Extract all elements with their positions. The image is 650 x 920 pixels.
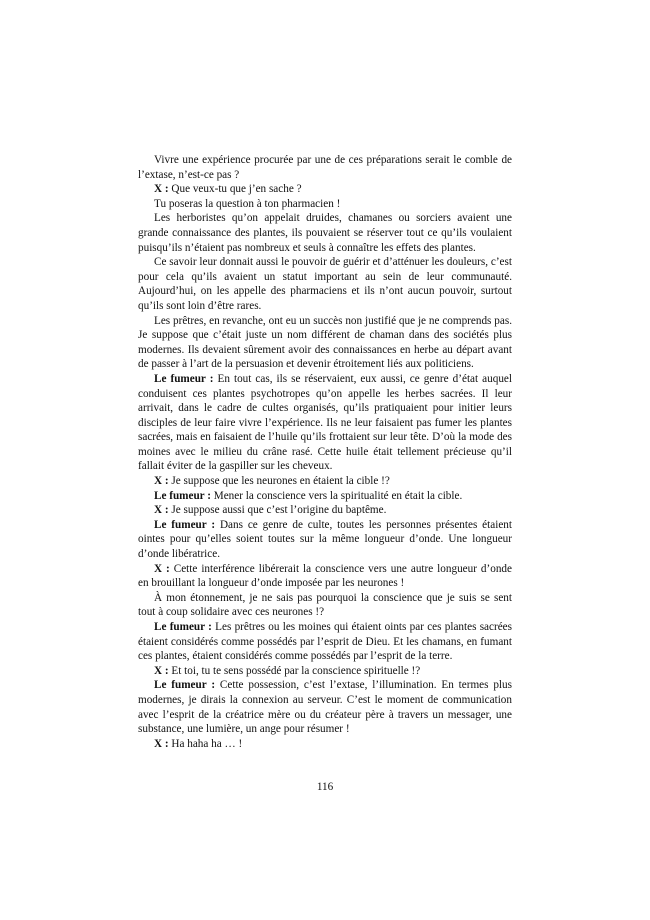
speaker-label: Le fumeur : (154, 679, 216, 692)
paragraph-text: Ha haha ha … ! (168, 737, 243, 750)
speaker-label: Le fumeur : (154, 518, 216, 531)
paragraph-text: Cette possession, c’est l’extase, l’illumination. En termes plus modernes, je dirais la connexion au serveur. C’est le moment de communication avec l’esprit de la créatrice mère ou du créateur père à travers un messager, une substance, une lumière, un ange pour résumer ! (138, 679, 512, 736)
speaker-label: X : (154, 737, 169, 750)
paragraph (138, 474, 512, 489)
paragraph (138, 620, 512, 664)
paragraph (138, 737, 512, 752)
paragraph (138, 255, 512, 313)
paragraph-text: Je suppose que les neurones en étaient la cible !? (168, 475, 390, 488)
paragraph (138, 211, 512, 255)
paragraph-text: Vivre une expérience procurée par une de ces préparations serait le comble de l’extase, n’est-ce pas ? (138, 154, 512, 181)
paragraph-text: Les herboristes qu’on appelait druides, chamanes ou sorciers avaient une grande connaissance des plantes, ils pouvaient se réserver tout ce qu’ils voulaient puisqu’ils n’étaient pas nombreux et seuls à connaître les effets des plantes. (138, 212, 512, 254)
paragraph-text: Ce savoir leur donnait aussi le pouvoir de guérir et d’atténuer les douleurs, c’est pour cela qu’ils avaient un statut important au sein de leur communauté. Aujourd’hui, on les appelle des pharmaciens et ils n’ont aucun pouvoir, surtout qu’ils sont loin d’être rares. (138, 256, 512, 312)
paragraph (138, 503, 512, 518)
paragraph (138, 153, 512, 182)
paragraph (138, 664, 512, 679)
paragraph (138, 518, 512, 562)
paragraph (138, 182, 512, 197)
paragraph (138, 591, 512, 620)
paragraph-text: Je suppose aussi que c’est l’origine du baptême. (168, 504, 387, 517)
paragraph (138, 678, 512, 736)
paragraph (138, 372, 512, 474)
paragraph-text: À mon étonnement, je ne sais pas pourquoi la conscience que je suis se sent tout à coup solidaire avec ces neurones !? (138, 591, 512, 619)
paragraph-text: Dans ce genre de culte, toutes les personnes présentes étaient ointes pour qu’elles soient toutes sur la même longueur d’onde. Une longueur d’onde libératrice. (138, 518, 512, 561)
paragraph-text: Les prêtres ou les moines qui étaient oints par ces plantes sacrées étaient considérés comme possédés par l’esprit de Dieu. Et les chamans, en fumant ces plantes, étaient considérés comme possédés par l’esprit de la terre. (138, 621, 512, 663)
paragraph (138, 489, 512, 504)
speaker-label: X : (154, 562, 170, 575)
paragraph-text: Et toi, tu te sens possédé par la conscience spirituelle !? (168, 664, 421, 677)
speaker-label: X : (154, 664, 169, 677)
page-body (138, 153, 512, 751)
speaker-label: Le fumeur : (154, 489, 211, 502)
speaker-label: X : (154, 475, 169, 488)
paragraph-text: Cette interférence libérerait la conscience vers une autre longueur d’onde en brouillant la longueur d’onde imposée par les neurones ! (138, 562, 512, 590)
paragraph-text: Tu poseras la question à ton pharmacien ! (154, 197, 341, 210)
speaker-label: Le fumeur : (154, 372, 214, 385)
speaker-label: Le fumeur : (154, 621, 212, 633)
speaker-label: X : (154, 504, 169, 517)
paragraph (138, 314, 512, 372)
paragraph-text: En tout cas, ils se réservaient, eux aussi, ce genre d’état auquel conduisent ces plantes psychotropes qu’on appelle les herbes sacrées. Il leur arrivait, dans le cadre de cultes organisés, qu’ils pratiquaient pour initier leurs disciples de leur faire vivre l’expérience. Ils ne leur faisaient pas fumer les plantes sacrées, mais en faisaient de l’huile qu’ils frottaient sur leur tête. D’où la mode des moines avec le milieu du crâne rasé. Cette huile était tellement précieuse qu’il fallait éviter de la gaspiller sur les cheveux. (138, 372, 512, 473)
paragraph (138, 562, 512, 591)
paragraph-text: Que veux-tu que j’en sache ? (168, 183, 302, 196)
paragraph-text: Mener la conscience vers la spiritualité en était la cible. (210, 489, 463, 502)
paragraph (138, 197, 512, 212)
paragraph-text: Les prêtres, en revanche, ont eu un succès non justifié que je ne comprends pas. Je suppose que c’était juste un nom différent de chaman dans des sociétés plus modernes. Ils devaient sûrement avoir des connaissances en herbe au départ avant de passer à l’art de la persuasion et devenir étroitement liés aux politiciens. (138, 314, 512, 371)
speaker-label: X : (154, 183, 169, 196)
page-number: 116 (316, 781, 334, 793)
